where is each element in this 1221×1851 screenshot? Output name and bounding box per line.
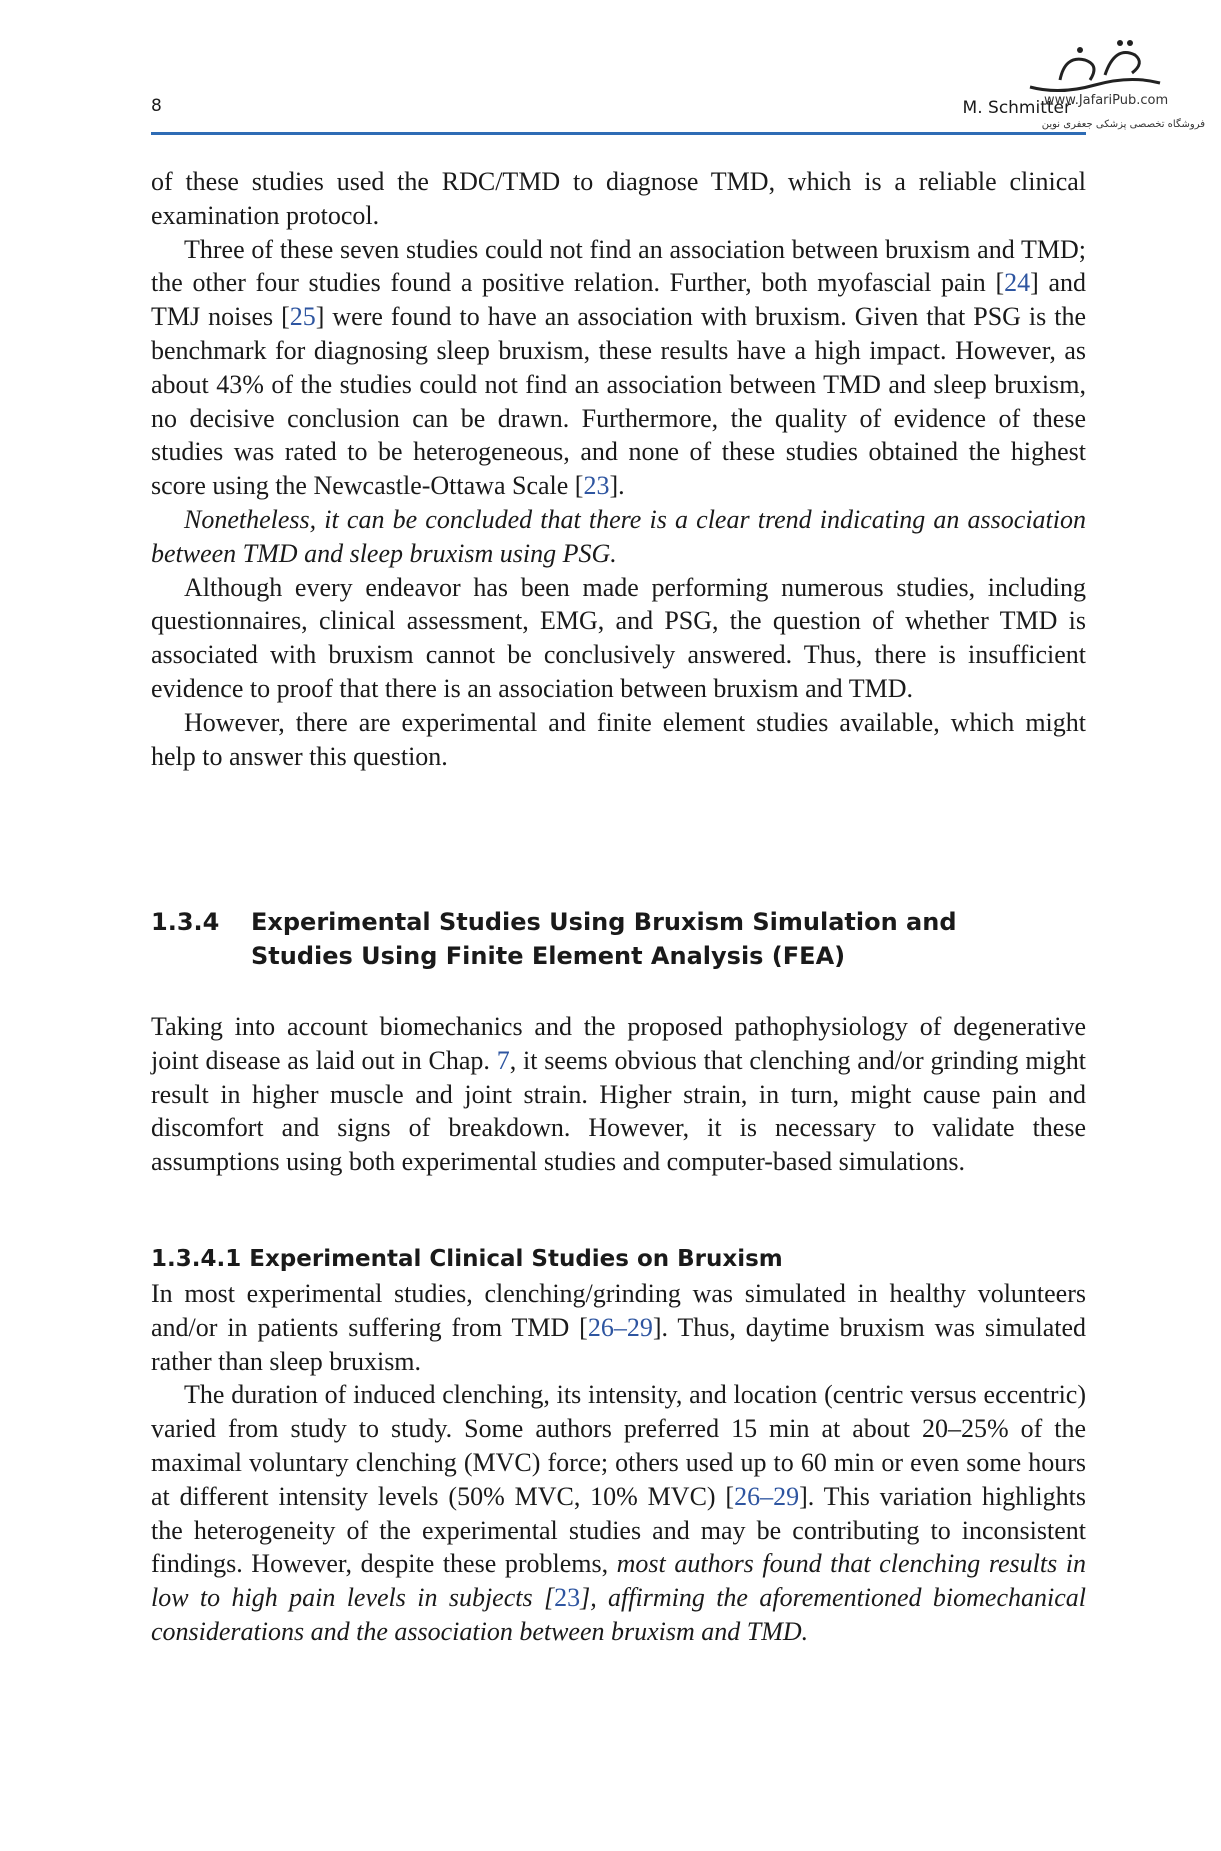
paragraph: Although every endeavor has been made performing numerous studies, including questionnaires, clinical assessment, EMG, and PSG, the question of whether TMD is associated with bruxism cannot be conclusively answered. Thus, there is insufficient evidence to proof that there is an association between bruxism and TMD. [151,572,1086,703]
body-block-2 [151,1010,1086,1179]
body-block-3 [151,1277,1086,1649]
paragraph: The duration of induced clenching, its intensity, and location (centric versus eccentric) varied from study to study. Some authors preferred 15 min at about 20–25% of the maximal voluntary clenching (MVC) force; others used up to 60 min or even some hours at different intensity levels (50% MVC, 10% MVC) [26–29]. This variation highlights the heterogeneity of the experimental studies and may be contributing to inconsistent findings. However, despite these problems, most authors found that clenching results in low to high pain levels in subjects [23], affirming the aforementioned biomechanical considerations and the association between bruxism and TMD. [151,1380,1086,1646]
paragraph: Taking into account biomechanics and the proposed pathophysiology of degenerative joint disease as laid out in Chap. 7, it seems obvious that clenching and/or grinding might result in higher muscle and joint strain. Higher strain, in turn, might cause pain and discomfort and signs of breakdown. However, it is necessary to validate these assumptions using both experimental studies and computer-based simulations. [151,1012,1086,1177]
subsection-heading [151,1244,1086,1274]
section-number: 1.3.4 [151,908,220,936]
paragraph: In most experimental studies, clenching/grinding was simulated in healthy volunteers and/or in patients suffering from TMD [26–29]. Thus, daytime bruxism was simulated rather than sleep bruxism. [151,1279,1086,1376]
citation-link[interactable]: 26–29 [587,1312,653,1342]
header-rule [151,132,1086,135]
running-head-author: M. Schmitter [962,98,1071,118]
body-block-1 [151,165,1086,773]
watermark [1000,35,1215,150]
paragraph: of these studies used the RDC/TMD to diagnose TMD, which is a reliable clinical examination protocol. [151,167,1086,230]
paragraph-emphasis: Nonetheless, it can be concluded that there is a clear trend indicating an association between TMD and sleep bruxism using PSG. [151,504,1086,568]
watermark-tagline: فروشگاه تخصصی پزشکی جعفری نوین [1041,119,1205,130]
citation-link[interactable]: 24 [1004,268,1031,298]
citation-link[interactable]: 23 [583,471,610,501]
watermark-url: www.JafariPub.com [1044,93,1169,108]
citation-link[interactable]: 23 [554,1583,581,1613]
paragraph: However, there are experimental and finite element studies available, which might help to answer this question. [151,707,1086,771]
citation-link[interactable]: 26–29 [734,1481,800,1511]
citation-link[interactable]: 25 [289,302,316,332]
subsection-title: Experimental Clinical Studies on Bruxism [249,1246,783,1272]
subsection-number: 1.3.4.1 [151,1246,242,1272]
paragraph: Three of these seven studies could not find an association between bruxism and TMD; the other four studies found a positive relation. Further, both myofascial pain [24] and TMJ noises [25] were found to have an association with bruxism. Given that PSG is the benchmark for diagnosing sleep bruxism, these results have a high impact. However, as about 43% of the studies could not find an association between TMD and sleep bruxism, no decisive conclusion can be drawn. Furthermore, the quality of evidence of these studies was rated to be heterogeneous, and none of these studies obtained the highest score using the Newcastle-Ottawa Scale [23]. [151,234,1087,501]
section-title: Experimental Studies Using Bruxism Simulation and Studies Using Finite Element Analysis (FEA) [251,908,957,970]
page-number: 8 [151,96,162,116]
chapter-link[interactable]: 7 [496,1045,510,1075]
